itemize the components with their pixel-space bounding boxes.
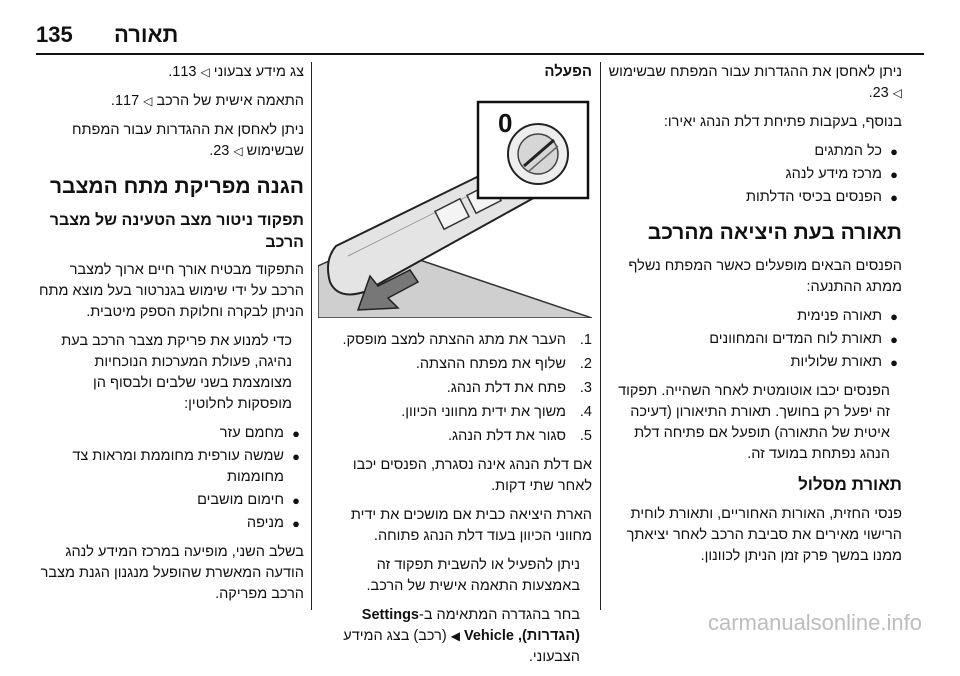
step-item: 5. סגור את דלת הנהג. bbox=[448, 428, 592, 444]
list-item: ● מרכז מידע לנהג bbox=[608, 164, 902, 185]
exit-lighting-list bbox=[608, 306, 902, 373]
triangle-pointer-icon: ◁ bbox=[233, 144, 243, 158]
store-settings-ref: ניתן לאחסן את ההגדרות עבור המפתח שבשימוש ◁ 23. bbox=[71, 122, 304, 159]
personalization-ref: התאמה אישית של הרכב ◁ 117. bbox=[110, 93, 304, 109]
right-column bbox=[608, 62, 902, 575]
info-display-ref: צג מידע צבעוני ◁ 113. bbox=[168, 64, 304, 80]
battery-para-3: בשלב השני, מופיעה במרכז המידע לנהג הודעה המאשרת שהופעל מנגנון הגנת מצבר הרכב מפריקה. bbox=[40, 544, 304, 602]
personalization-note: ניתן להפעיל או להשבית תפקוד זה באמצעות התאמה אישית של הרכב. bbox=[366, 557, 580, 594]
path-lighting-text: פנסי החזית, האורות האחוריים, ותאורת לוחית הרישוי מאירים את סביבת הרכב לאחר יציאתך ממנו במשך פרק זמן הניתן לכוונון. bbox=[626, 506, 902, 564]
header-rule bbox=[36, 53, 924, 55]
triangle-pointer-icon: ◁ bbox=[143, 94, 153, 108]
list-item: ● הפנסים בכיסי הדלתות bbox=[608, 187, 902, 208]
bullet-icon: ● bbox=[890, 332, 898, 347]
step-item: 3. פתח את דלת הנהג. bbox=[446, 380, 592, 396]
battery-monitor-subheading: תפקוד ניטור מצב הטעינה של מצבר הרכב bbox=[49, 212, 304, 251]
bullet-icon: ● bbox=[890, 167, 898, 182]
bullet-icon: ● bbox=[292, 426, 300, 441]
battery-para-1: התפקוד מבטיח אורך חיים ארוך למצבר הרכב על ידי שימוש בגנרטור בעל מוצא מתח הניתן לבקרה וחלוקת הספק מיטבית. bbox=[39, 262, 304, 320]
settings-instruction: בחר בהגדרה המתאימה ב-Settings (הגדרות), Vehicle ◀ (רכב) בצג המידע הצבעוני. bbox=[343, 607, 580, 665]
bullet-icon: ● bbox=[292, 449, 300, 464]
turn-signal-lever-figure bbox=[318, 96, 592, 318]
triangle-pointer-icon: ◁ bbox=[892, 86, 902, 100]
list-item: ● תאורת לוח המדים והמחוונים bbox=[608, 329, 902, 350]
list-item: ● כל המתגים bbox=[608, 141, 902, 162]
bullet-icon: ● bbox=[292, 516, 300, 531]
list-item: ● מחמם עזר bbox=[36, 423, 304, 444]
bullet-icon: ● bbox=[292, 493, 300, 508]
exit-lighting-text: הפנסים הבאים מופעלים כאשר המפתח נשלף ממתג ההתנעה: bbox=[628, 258, 902, 295]
page-number: 135 bbox=[36, 22, 73, 47]
path-lighting-heading: תאורת מסלול bbox=[798, 475, 902, 494]
triangle-pointer-icon: ◁ bbox=[200, 65, 210, 79]
door-open-note: אם דלת הנהג אינה נסגרת, הפנסים יכבו לאחר שתי דקות. bbox=[352, 457, 592, 494]
store-settings-text: ניתן לאחסן את ההגדרות עבור המפתח שבשימוש ◁ 23. bbox=[608, 64, 902, 101]
bullet-icon: ● bbox=[890, 144, 898, 159]
middle-column bbox=[318, 62, 592, 676]
bullet-icon: ● bbox=[890, 355, 898, 370]
bullet-icon: ● bbox=[890, 309, 898, 324]
step-item: 4. משוך את ידית מחווני הכיוון. bbox=[401, 404, 592, 420]
step-item: 2. שלוף את מפתח ההצתה. bbox=[415, 356, 592, 372]
battery-protection-heading: הגנה מפריקת מתח המצבר bbox=[50, 175, 304, 198]
exit-lighting-heading: תאורה בעת היציאה מהרכב bbox=[647, 221, 902, 244]
bullet-icon: ● bbox=[890, 190, 898, 205]
list-item: ● מניפה bbox=[36, 513, 304, 534]
column-divider-right bbox=[600, 62, 601, 610]
menu-arrow-icon: ◀ bbox=[450, 629, 460, 643]
left-column bbox=[36, 62, 304, 613]
list-item: ● שמשה עורפית מחוממת ומראות צד מחוממות bbox=[72, 448, 300, 485]
consumer-list bbox=[36, 423, 304, 534]
list-item: ● חימום מושבים bbox=[36, 490, 304, 511]
section-title: תאורה bbox=[114, 22, 179, 47]
battery-para-2: כדי למנוע את פריקת מצבר הרכב בעת נהיגה, פעולת המערכות הנוכחיות מצומצמת בשני שלבים ולבסוף הן מופסקות לחלוטין: bbox=[61, 333, 292, 412]
unlock-list bbox=[608, 141, 902, 208]
unlock-text: בנוסף, בעקבות פתיחת דלת הנהג יאירו: bbox=[663, 114, 902, 130]
step-item: 1. העבר את מתג ההצתה למצב מופסק. bbox=[342, 332, 592, 348]
activation-steps bbox=[318, 330, 592, 447]
activation-heading: הפעלה bbox=[544, 63, 592, 80]
watermark: carmanualsonline.info bbox=[707, 610, 922, 635]
list-item: ● תאורה פנימית bbox=[608, 306, 902, 327]
column-divider-left bbox=[311, 62, 312, 610]
figure-label: 0 bbox=[498, 108, 513, 138]
deactivate-note: הארת היציאה כבית אם מושכים את ידית מחווני הכיוון בעוד דלת הנהג פתוחה. bbox=[350, 507, 592, 544]
exit-lighting-note: הפנסים יכבו אוטומטית לאחר השהייה. תפקוד זה יפעל רק בחושך. תאורת התיאורון (דעיכה איטית של התאורה) תופעל אם פתיחה דלת הנהג נפתחת במועד זה. bbox=[618, 383, 890, 462]
lever-illustration bbox=[318, 96, 592, 318]
list-item: ● תאורת שלוליות bbox=[608, 352, 902, 373]
